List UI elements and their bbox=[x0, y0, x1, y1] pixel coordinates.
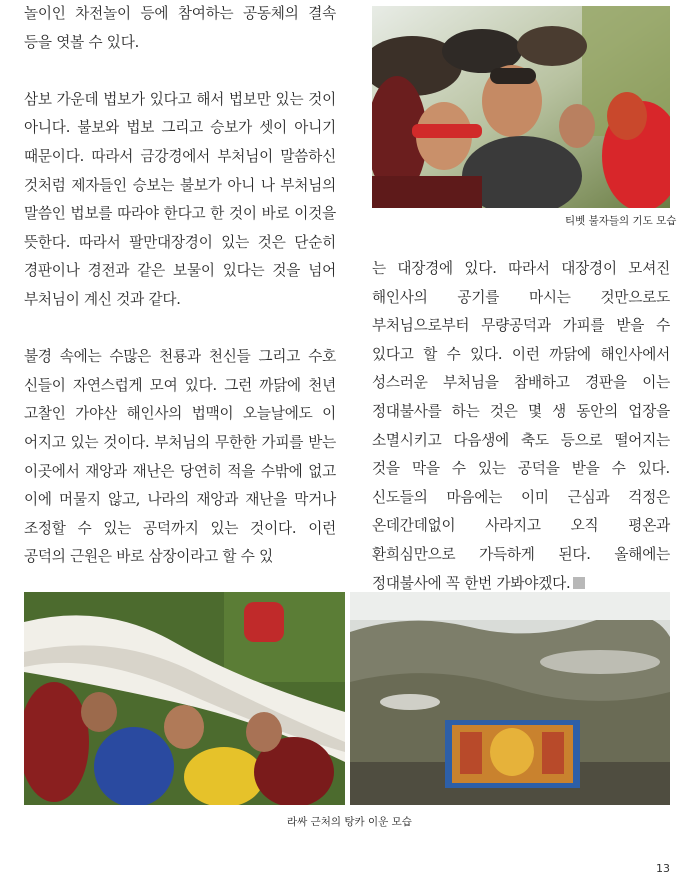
paragraph-2: 삼보 가운데 법보가 있다고 해서 법보만 있는 것이 아니다. 불보와 법보 그리고 승보가 셋이 아니기 때문이다. 따라서 금강경에서 부처님이 말씀하신 것처럼 제자들인 승보는 불보가 아니 나 부처님의 말씀인 법보를 따라야 한다고 한 것이 바로 이것을 뜻한다. 따라서 팔만대장경이 있는 것은 단순히 경판이나 경전과 같은 보물이 있다는 것을 넘어 부처님이 계신 것과 같다. bbox=[24, 90, 336, 308]
end-mark-icon bbox=[573, 577, 585, 589]
paragraph-1: 놀이인 차전놀이 등에 참여하는 공동체의 결속 등을 엿볼 수 있다. bbox=[24, 5, 336, 51]
right-text-column bbox=[372, 255, 670, 598]
thangka-carrying-photo bbox=[24, 592, 345, 805]
thangka-hillside-photo bbox=[350, 592, 670, 805]
bottom-photos-caption: 라싸 근처의 탕카 이운 모습 bbox=[287, 816, 412, 828]
paragraph-3: 불경 속에는 수많은 천룡과 천신들 그리고 수호 신들이 자연스럽게 모여 있다. 그런 까닭에 천년 고찰인 가야산 해인사의 법맥이 오늘날에도 이 어지고 있는 것이다. 부처님의 무한한 가피를 받는 이곳에서 재앙과 재난은 당연히 적을 수밖에 없고 이에 머물지 않고, 나라의 재앙과 재난을 막거나 조정할 수 있는 공덕까지 있는 것이다. 이런 공덕의 근원은 바로 삼장이라고 할 수 있 bbox=[24, 348, 336, 566]
top-photo-caption: 티벳 불자들의 기도 모습 bbox=[565, 215, 677, 227]
paragraph-4 bbox=[372, 255, 670, 598]
tibetan-devotees-photo bbox=[372, 6, 670, 208]
page-number: 13 bbox=[656, 862, 670, 875]
paragraph-4-text: 는 대장경에 있다. 따라서 대장경이 모셔진 해인사의 공기를 마시는 것만으로도 부처님으로부터 무량공덕과 가피를 받을 수 있다고 할 수 있다. 이런 까닭에 해인사에서 성스러운 부처님을 참배하고 경판을 이는 정대불사를 하는 것은 몇 생 동안의 업장을 소멸시키고 다음생에 축도 등으로 떨어지는 것을 막을 수 있는 공덕을 받을 수 있다. 신도들의 마음에는 이미 근심과 걱정은 온데간데없이 사라지고 오직 평온과 환희심만으로 가득하게 된다. 올해에는 정대불사에 꼭 한번 가봐야겠다. bbox=[372, 260, 670, 592]
left-text-column bbox=[24, 0, 336, 572]
